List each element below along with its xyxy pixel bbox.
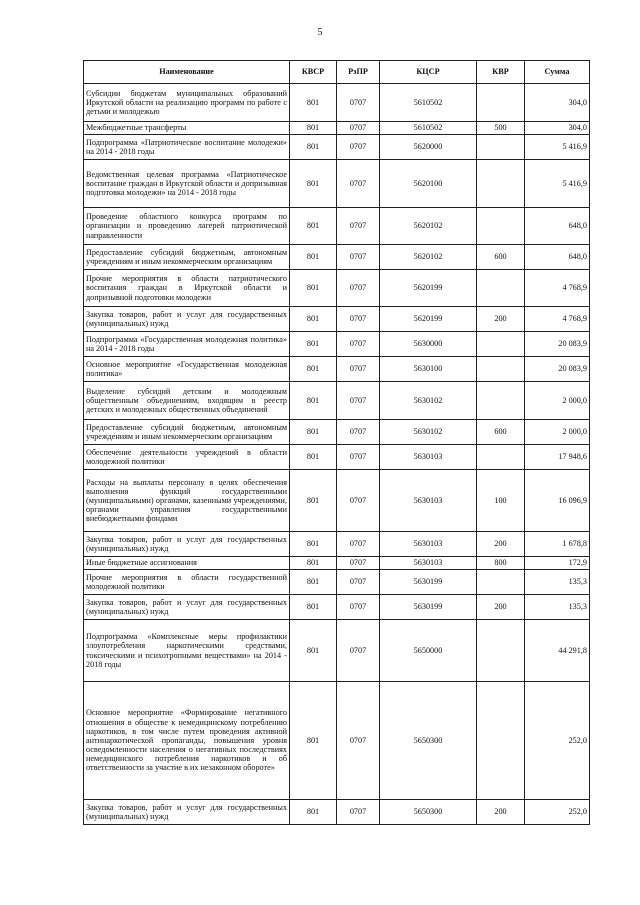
cell-name: Предоставление субсидий бюджетным, автономным учреждениям и иным некоммерческим организациям xyxy=(84,420,290,445)
cell-rzpr: 0707 xyxy=(337,470,380,532)
cell-kvr: 600 xyxy=(477,420,525,445)
cell-name: Субсидии бюджетам муниципальных образований Иркутской области на реализацию программ по работе с детьми и молодежью xyxy=(84,84,290,122)
cell-kvsr: 801 xyxy=(290,800,337,825)
cell-rzpr: 0707 xyxy=(337,245,380,270)
cell-kvr xyxy=(477,208,525,245)
cell-rzpr: 0707 xyxy=(337,800,380,825)
header-rzpr: РзПР xyxy=(337,61,380,84)
cell-rzpr: 0707 xyxy=(337,445,380,470)
cell-rzpr: 0707 xyxy=(337,682,380,800)
cell-rzpr: 0707 xyxy=(337,208,380,245)
cell-name: Основное мероприятие «Формирование негативного отношения в обществе к немедицинскому потреблению наркотиков, в том числе путем проведения активной антинаркотической пропаганды, повышения уровня осведомленности населения о негативных последствиях немедицинского потребления наркотиков и об ответственности за участие в их незаконном обороте» xyxy=(84,682,290,800)
cell-kvsr: 801 xyxy=(290,270,337,307)
budget-table xyxy=(83,60,590,825)
cell-kvsr: 801 xyxy=(290,382,337,420)
table-row xyxy=(84,84,590,122)
cell-rzpr: 0707 xyxy=(337,557,380,570)
table-header xyxy=(84,61,590,84)
cell-rzpr: 0707 xyxy=(337,595,380,620)
table-row xyxy=(84,445,590,470)
cell-kcsr: 5620102 xyxy=(380,245,477,270)
table-row xyxy=(84,682,590,800)
cell-kcsr: 5650300 xyxy=(380,682,477,800)
cell-kvsr: 801 xyxy=(290,84,337,122)
cell-kcsr: 5630103 xyxy=(380,532,477,557)
cell-kvr xyxy=(477,382,525,420)
cell-sum: 304,0 xyxy=(525,122,590,135)
cell-kcsr: 5650000 xyxy=(380,620,477,682)
cell-sum: 252,0 xyxy=(525,800,590,825)
cell-sum: 648,0 xyxy=(525,208,590,245)
table-row xyxy=(84,570,590,595)
cell-kcsr: 5610502 xyxy=(380,122,477,135)
cell-kvsr: 801 xyxy=(290,307,337,332)
table-row xyxy=(84,332,590,357)
table-row xyxy=(84,245,590,270)
table-body xyxy=(84,84,590,825)
cell-kvr xyxy=(477,270,525,307)
cell-kvsr: 801 xyxy=(290,445,337,470)
table-row xyxy=(84,532,590,557)
cell-rzpr: 0707 xyxy=(337,570,380,595)
table-row xyxy=(84,208,590,245)
cell-sum: 2 000,0 xyxy=(525,382,590,420)
cell-kvr: 100 xyxy=(477,470,525,532)
cell-kvsr: 801 xyxy=(290,208,337,245)
header-kvsr: КВСР xyxy=(290,61,337,84)
cell-kvr xyxy=(477,332,525,357)
header-sum: Сумма xyxy=(525,61,590,84)
cell-kcsr: 5620000 xyxy=(380,135,477,160)
cell-kvr xyxy=(477,84,525,122)
cell-kcsr: 5630199 xyxy=(380,570,477,595)
cell-name: Расходы на выплаты персоналу в целях обеспечения выполнения функций государственными (муниципальными) органами, казенными учреждениями, органами управления государственными внебюджетными фондами xyxy=(84,470,290,532)
cell-kvr: 600 xyxy=(477,245,525,270)
cell-kvr xyxy=(477,682,525,800)
table-row xyxy=(84,620,590,682)
table-row xyxy=(84,595,590,620)
cell-rzpr: 0707 xyxy=(337,135,380,160)
cell-kvr xyxy=(477,357,525,382)
cell-sum: 16 096,9 xyxy=(525,470,590,532)
cell-kcsr: 5620199 xyxy=(380,270,477,307)
cell-name: Закупка товаров, работ и услуг для государственных (муниципальных) нужд xyxy=(84,532,290,557)
cell-kvr xyxy=(477,135,525,160)
cell-rzpr: 0707 xyxy=(337,84,380,122)
table-row xyxy=(84,307,590,332)
cell-kvsr: 801 xyxy=(290,682,337,800)
cell-sum: 1 678,8 xyxy=(525,532,590,557)
cell-name: Прочие мероприятия в области государственной молодежной политики xyxy=(84,570,290,595)
cell-name: Закупка товаров, работ и услуг для государственных (муниципальных) нужд xyxy=(84,595,290,620)
cell-rzpr: 0707 xyxy=(337,332,380,357)
cell-rzpr: 0707 xyxy=(337,357,380,382)
cell-kcsr: 5620199 xyxy=(380,307,477,332)
page-number: 5 xyxy=(317,27,323,38)
cell-rzpr: 0707 xyxy=(337,160,380,208)
cell-sum: 252,0 xyxy=(525,682,590,800)
cell-kvr: 800 xyxy=(477,557,525,570)
cell-rzpr: 0707 xyxy=(337,620,380,682)
cell-kcsr: 5630199 xyxy=(380,595,477,620)
cell-name: Проведение областного конкурса программ по организации и проведению лагерей патриотической направленности xyxy=(84,208,290,245)
cell-sum: 304,0 xyxy=(525,84,590,122)
cell-kvr xyxy=(477,570,525,595)
cell-kvsr: 801 xyxy=(290,357,337,382)
table-row xyxy=(84,382,590,420)
header-name: Наименование xyxy=(84,61,290,84)
cell-kcsr: 5650300 xyxy=(380,800,477,825)
cell-sum: 5 416,9 xyxy=(525,135,590,160)
cell-name: Подпрограмма «Патриотическое воспитание молодежи» на 2014 - 2018 годы xyxy=(84,135,290,160)
cell-rzpr: 0707 xyxy=(337,122,380,135)
cell-name: Подпрограмма «Комплексные меры профилактики злоупотребления наркотическими средствами, токсическими и психотропными веществами» на 2014 - 2018 годы xyxy=(84,620,290,682)
cell-rzpr: 0707 xyxy=(337,270,380,307)
cell-kvsr: 801 xyxy=(290,332,337,357)
cell-kvsr: 801 xyxy=(290,245,337,270)
cell-kcsr: 5630103 xyxy=(380,470,477,532)
cell-kcsr: 5630103 xyxy=(380,557,477,570)
cell-sum: 172,9 xyxy=(525,557,590,570)
cell-name: Предоставление субсидий бюджетным, автономным учреждениям и иным некоммерческим организациям xyxy=(84,245,290,270)
header-row xyxy=(84,61,590,84)
cell-kvr: 500 xyxy=(477,122,525,135)
cell-rzpr: 0707 xyxy=(337,307,380,332)
header-kcsr: КЦСР xyxy=(380,61,477,84)
cell-kvr xyxy=(477,445,525,470)
cell-rzpr: 0707 xyxy=(337,532,380,557)
table-row xyxy=(84,470,590,532)
cell-kvsr: 801 xyxy=(290,135,337,160)
cell-name: Межбюджетные трансферты xyxy=(84,122,290,135)
cell-sum: 17 948,6 xyxy=(525,445,590,470)
cell-name: Подпрограмма «Государственная молодежная политика» на 2014 - 2018 годы xyxy=(84,332,290,357)
table-row xyxy=(84,557,590,570)
cell-kvr xyxy=(477,620,525,682)
cell-kcsr: 5630102 xyxy=(380,382,477,420)
cell-kvsr: 801 xyxy=(290,557,337,570)
table-row xyxy=(84,420,590,445)
cell-name: Обеспечение деятельности учреждений в области молодежной политики xyxy=(84,445,290,470)
cell-sum: 44 291,8 xyxy=(525,620,590,682)
cell-kvsr: 801 xyxy=(290,470,337,532)
cell-kvsr: 801 xyxy=(290,620,337,682)
cell-kcsr: 5620100 xyxy=(380,160,477,208)
cell-sum: 4 768,9 xyxy=(525,307,590,332)
cell-kvsr: 801 xyxy=(290,570,337,595)
cell-kvr: 200 xyxy=(477,532,525,557)
header-kvr: КВР xyxy=(477,61,525,84)
cell-sum: 20 083,9 xyxy=(525,357,590,382)
cell-kcsr: 5630100 xyxy=(380,357,477,382)
table-row xyxy=(84,122,590,135)
table-row xyxy=(84,800,590,825)
cell-kcsr: 5630000 xyxy=(380,332,477,357)
cell-name: Ведомственная целевая программа «Патриотическое воспитание граждан в Иркутской области и допризывная подготовка молодежи» на 2014 - 2018 годы xyxy=(84,160,290,208)
cell-kvr: 200 xyxy=(477,595,525,620)
cell-sum: 5 416,9 xyxy=(525,160,590,208)
cell-sum: 648,0 xyxy=(525,245,590,270)
cell-name: Выделение субсидий детским и молодежным общественным объединениям, входящим в реестр детских и молодежных общественных объединений xyxy=(84,382,290,420)
cell-sum: 20 083,9 xyxy=(525,332,590,357)
cell-sum: 2 000,0 xyxy=(525,420,590,445)
cell-kvr: 200 xyxy=(477,307,525,332)
table-row xyxy=(84,357,590,382)
cell-name: Закупка товаров, работ и услуг для государственных (муниципальных) нужд xyxy=(84,307,290,332)
table-row xyxy=(84,160,590,208)
cell-kvsr: 801 xyxy=(290,160,337,208)
cell-kcsr: 5630103 xyxy=(380,445,477,470)
cell-rzpr: 0707 xyxy=(337,382,380,420)
cell-name: Основное мероприятие «Государственная молодежная политика» xyxy=(84,357,290,382)
cell-sum: 4 768,9 xyxy=(525,270,590,307)
cell-name: Прочие мероприятия в области патриотического воспитания граждан в Иркутской области и допризывной подготовки молодежи xyxy=(84,270,290,307)
cell-kcsr: 5630102 xyxy=(380,420,477,445)
table-row xyxy=(84,270,590,307)
cell-name: Закупка товаров, работ и услуг для государственных (муниципальных) нужд xyxy=(84,800,290,825)
cell-kvsr: 801 xyxy=(290,532,337,557)
cell-kvsr: 801 xyxy=(290,420,337,445)
cell-sum: 135,3 xyxy=(525,595,590,620)
cell-kcsr: 5610502 xyxy=(380,84,477,122)
table-row xyxy=(84,135,590,160)
cell-kvr xyxy=(477,160,525,208)
cell-sum: 135,3 xyxy=(525,570,590,595)
cell-rzpr: 0707 xyxy=(337,420,380,445)
cell-kvsr: 801 xyxy=(290,122,337,135)
cell-kvsr: 801 xyxy=(290,595,337,620)
cell-name: Иные бюджетные ассигнования xyxy=(84,557,290,570)
cell-kvr: 200 xyxy=(477,800,525,825)
cell-kcsr: 5620102 xyxy=(380,208,477,245)
